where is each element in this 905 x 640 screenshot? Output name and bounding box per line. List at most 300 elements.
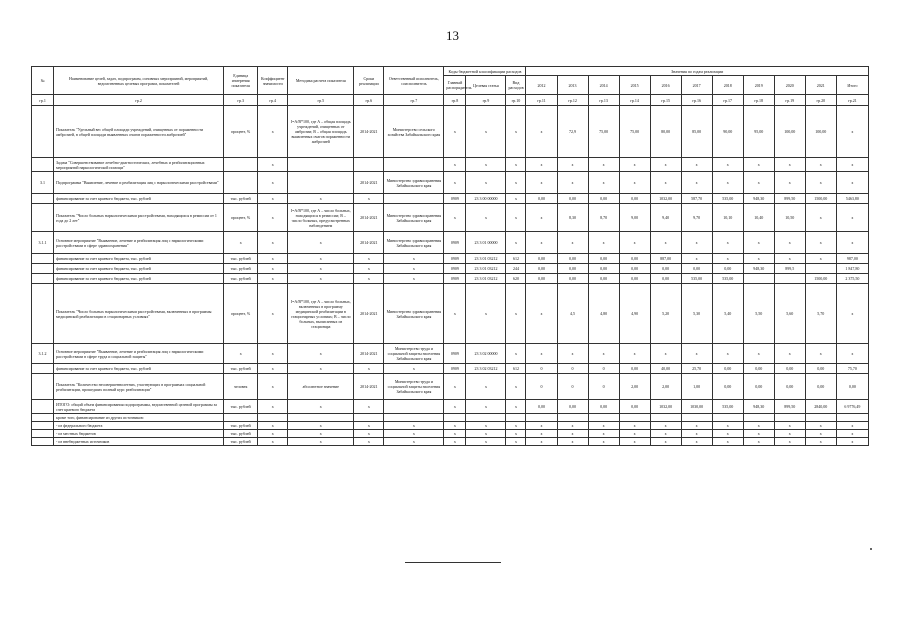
table-cell: х xyxy=(258,344,288,364)
table-cell: х xyxy=(526,158,557,172)
table-cell: х xyxy=(444,422,466,430)
table-cell: Министерство сельского хозяйства Забайкальского края xyxy=(384,106,444,158)
table-row xyxy=(32,172,869,194)
footer-rule xyxy=(405,562,501,563)
table-cell: 1032,00 xyxy=(650,194,681,204)
column-number-cell: гр.12 xyxy=(557,95,588,106)
table-cell: 948,30 xyxy=(743,194,774,204)
table-cell: х xyxy=(444,374,466,400)
table-row xyxy=(32,422,869,430)
table-cell: 9,40 xyxy=(650,204,681,232)
table-cell: х xyxy=(258,374,288,400)
column-number-cell: гр.7 xyxy=(384,95,444,106)
table-cell xyxy=(32,274,54,284)
table-cell: х xyxy=(506,422,526,430)
table-cell: тыс. рублей xyxy=(224,194,258,204)
table-cell xyxy=(32,364,54,374)
table-cell: 75,00 xyxy=(588,106,619,158)
table-cell: 0,00 xyxy=(836,374,868,400)
table-cell: 0,00 xyxy=(619,254,650,264)
table-cell xyxy=(384,194,444,204)
table-cell: х xyxy=(619,232,650,254)
table-cell: х xyxy=(288,422,354,430)
table-cell: х xyxy=(712,438,743,446)
table-cell: х xyxy=(258,422,288,430)
row-label-cell: Основное мероприятие "Выявление, лечение и реабилитация лиц с наркологическими расстройствами в сфере труда и социальной защиты" xyxy=(54,344,224,364)
table-cell xyxy=(506,414,526,422)
table-cell: абсолютное значение xyxy=(288,374,354,400)
row-label-cell: - из федерального бюджета xyxy=(54,422,224,430)
table-cell: 8,30 xyxy=(557,204,588,232)
table-cell: х xyxy=(466,106,506,158)
table-cell: 535,00 xyxy=(712,400,743,414)
table-cell: 0,00 xyxy=(526,194,557,204)
table-cell: 75,70 xyxy=(836,364,868,374)
table-cell: х xyxy=(681,430,712,438)
table-cell: х xyxy=(506,400,526,414)
table-cell: х xyxy=(650,438,681,446)
table-cell: х xyxy=(743,158,774,172)
table-cell xyxy=(384,158,444,172)
table-cell: х xyxy=(743,254,774,264)
table-cell: х xyxy=(836,284,868,344)
table-cell: х xyxy=(557,430,588,438)
table-cell: 0 xyxy=(526,374,557,400)
table-cell xyxy=(466,414,506,422)
column-number-cell: гр.6 xyxy=(354,95,384,106)
table-cell: Министерство труда и социальной защиты населения Забайкальского края xyxy=(384,374,444,400)
table-cell: х xyxy=(526,106,557,158)
row-label-cell: Показатель "Число больных наркологическими расстройствами, включенных в программы медицинской реабилитации в стационарных условиях" xyxy=(54,284,224,344)
header-coef: Коэффициент значимости xyxy=(258,67,288,95)
table-cell: процент, % xyxy=(224,106,258,158)
table-cell: х xyxy=(444,106,466,158)
table-cell: х xyxy=(444,204,466,232)
table-cell: х xyxy=(743,422,774,430)
table-cell: х xyxy=(743,172,774,194)
table-cell: х xyxy=(650,172,681,194)
row-label-cell: Задача "Совершенствование лечебно-диагностических, лечебных и реабилитационных мероприятий наркологической помощи" xyxy=(54,158,224,172)
column-number-cell: гр.11 xyxy=(526,95,557,106)
column-number-cell: гр.3 xyxy=(224,95,258,106)
table-cell: х xyxy=(805,438,836,446)
table-cell: х xyxy=(557,422,588,430)
table-cell xyxy=(444,414,466,422)
table-cell: х xyxy=(774,254,805,264)
table-cell: 899,50 xyxy=(774,400,805,414)
table-cell: 0909 xyxy=(444,254,466,264)
table-cell: 0909 xyxy=(444,194,466,204)
table-cell: тыс. рублей xyxy=(224,430,258,438)
table-cell: х xyxy=(712,172,743,194)
header-kbk-cs: Целевая статья xyxy=(466,76,506,95)
column-number-cell: гр.18 xyxy=(743,95,774,106)
table-cell: 0909 xyxy=(444,274,466,284)
table-cell: х xyxy=(557,172,588,194)
table-cell: х xyxy=(288,254,354,264)
table-cell: 535,00 xyxy=(712,194,743,204)
table-cell: I=A/B*100, где А – общая площадь учреждений, очищенных от амброзии; В – общая площадь выявленных очагов пораженности амброзией xyxy=(288,106,354,158)
table-cell: х xyxy=(836,438,868,446)
table-cell: х xyxy=(258,158,288,172)
table-cell xyxy=(32,254,54,264)
table-cell: 1500,00 xyxy=(805,194,836,204)
table-cell: 40,00 xyxy=(650,364,681,374)
column-number-cell: гр.16 xyxy=(681,95,712,106)
table-cell: х xyxy=(805,172,836,194)
table-cell: тыс. рублей xyxy=(224,254,258,264)
table-cell: х xyxy=(712,158,743,172)
header-executor: Ответственный исполнитель, соисполнитель xyxy=(384,67,444,95)
header-period: Сроки реализации xyxy=(354,67,384,95)
row-label-cell: финансирование за счет краевого бюджета, тыс. рублей xyxy=(54,254,224,264)
table-cell: х xyxy=(619,172,650,194)
header-name: Наименование целей, задач, подпрограмм, основных мероприятий, мероприятий, ведомственных целевых программ, показателей xyxy=(54,67,224,95)
table-cell xyxy=(258,414,288,422)
table-cell: 1 847,80 xyxy=(836,264,868,274)
table-cell: 244 xyxy=(506,264,526,274)
table-cell: х xyxy=(444,400,466,414)
table-cell: процент, % xyxy=(224,284,258,344)
table-cell xyxy=(32,284,54,344)
table-cell: 0 xyxy=(557,374,588,400)
table-row xyxy=(32,204,869,232)
table-cell: х xyxy=(681,422,712,430)
table-cell: 72,9 xyxy=(557,106,588,158)
table-cell: х xyxy=(444,430,466,438)
table-cell: х xyxy=(588,430,619,438)
table-cell: х xyxy=(506,430,526,438)
table-cell: х xyxy=(805,430,836,438)
table-row xyxy=(32,430,869,438)
table-cell: х xyxy=(836,172,868,194)
table-cell: 4,90 xyxy=(619,284,650,344)
table-cell: 2,00 xyxy=(619,374,650,400)
table-cell: х xyxy=(774,158,805,172)
row-label-cell: финансирование за счет краевого бюджета, тыс. рублей xyxy=(54,274,224,284)
table-cell xyxy=(32,438,54,446)
table-cell: х xyxy=(258,172,288,194)
table-cell xyxy=(32,264,54,274)
table-cell: х xyxy=(354,264,384,274)
table-row xyxy=(32,400,869,414)
table-cell: 0,00 xyxy=(712,374,743,400)
table-cell: х xyxy=(774,438,805,446)
table-cell: 0,00 xyxy=(619,264,650,274)
table-cell: х xyxy=(506,374,526,400)
table-cell: 0,00 xyxy=(681,264,712,274)
table-cell: х xyxy=(681,254,712,264)
table-cell: х xyxy=(444,158,466,172)
table-cell: 0,00 xyxy=(588,274,619,284)
table-row xyxy=(32,254,869,264)
table-cell: 0,00 xyxy=(774,374,805,400)
table-cell: 3.1 xyxy=(32,172,54,194)
table-cell xyxy=(384,400,444,414)
table-cell: х xyxy=(619,438,650,446)
table-cell: х xyxy=(588,232,619,254)
table-cell: х xyxy=(712,344,743,364)
table-cell: х xyxy=(805,254,836,264)
table-cell: х xyxy=(650,422,681,430)
table-cell: х xyxy=(384,274,444,284)
table-cell: х xyxy=(224,232,258,254)
table-cell: 0,00 xyxy=(557,194,588,204)
table-cell xyxy=(288,414,354,422)
table-cell: 0,00 xyxy=(774,364,805,374)
row-label-cell: Подпрограмма "Выявление, лечение и реабилитация лиц с наркологическими расстройствами" xyxy=(54,172,224,194)
table-cell: человек xyxy=(224,374,258,400)
row-label-cell: - из внебюджетных источников xyxy=(54,438,224,446)
table-cell: х xyxy=(650,158,681,172)
table-cell: х xyxy=(288,430,354,438)
column-number-cell: гр.1 xyxy=(32,95,54,106)
table-cell xyxy=(32,106,54,158)
table-cell: 0,00 xyxy=(588,400,619,414)
table-cell: х xyxy=(506,158,526,172)
row-label-cell: - из местных бюджетов xyxy=(54,430,224,438)
table-cell: х xyxy=(836,204,868,232)
table-cell: процент, % xyxy=(224,204,258,232)
table-cell: 2014-2021 xyxy=(354,106,384,158)
table-cell: х xyxy=(712,232,743,254)
table-cell: 0,00 xyxy=(743,374,774,400)
table-cell: х xyxy=(354,254,384,264)
table-cell: 5,60 xyxy=(774,284,805,344)
table-row xyxy=(32,158,869,172)
table-cell: 0909 xyxy=(444,364,466,374)
table-cell: 23 3 01 03212 xyxy=(466,264,506,274)
table-cell: х xyxy=(506,194,526,204)
table-cell: х xyxy=(466,284,506,344)
header-kbk-group: Коды бюджетной классификации расходов xyxy=(444,67,526,76)
table-cell xyxy=(526,414,557,422)
table-cell: 23 3 02 00000 xyxy=(466,344,506,364)
header-year: 2019 xyxy=(743,76,774,95)
table-cell: 0,00 xyxy=(619,194,650,204)
table-cell: х xyxy=(836,344,868,364)
table-cell: х xyxy=(288,438,354,446)
table-cell: х xyxy=(681,232,712,254)
table-cell: 0,00 xyxy=(588,264,619,274)
table-cell: 620 xyxy=(506,274,526,284)
table-cell: х xyxy=(506,284,526,344)
table-cell: тыс. рублей xyxy=(224,438,258,446)
table-cell: х xyxy=(384,264,444,274)
table-cell: х xyxy=(836,158,868,172)
table-cell: 0 xyxy=(557,364,588,374)
table-cell: 2840,00 xyxy=(805,400,836,414)
table-cell: 2014-2021 xyxy=(354,204,384,232)
header-year: 2015 xyxy=(619,76,650,95)
table-cell: х xyxy=(805,232,836,254)
column-number-cell: гр.13 xyxy=(588,95,619,106)
table-cell: х xyxy=(805,158,836,172)
table-cell: тыс. рублей xyxy=(224,364,258,374)
table-cell xyxy=(774,274,805,284)
table-cell: х xyxy=(258,430,288,438)
table-cell: х xyxy=(258,438,288,446)
table-cell: 1030,00 xyxy=(681,400,712,414)
header-year: 2018 xyxy=(712,76,743,95)
table-cell: тыс. рублей xyxy=(224,264,258,274)
table-cell: 2014-2021 xyxy=(354,284,384,344)
table-cell: 887,00 xyxy=(650,254,681,264)
table-cell: Министерство труда и социальной защиты населения Забайкальского края xyxy=(384,344,444,364)
table-cell: х xyxy=(526,172,557,194)
table-cell: х xyxy=(288,274,354,284)
table-cell xyxy=(557,414,588,422)
table-cell: х xyxy=(384,364,444,374)
table-cell: х xyxy=(258,364,288,374)
table-cell: х xyxy=(681,438,712,446)
table-cell xyxy=(743,414,774,422)
table-cell xyxy=(619,414,650,422)
table-cell: х xyxy=(526,284,557,344)
table-cell: 10,40 xyxy=(743,204,774,232)
table-cell: х xyxy=(506,106,526,158)
table-cell: 0,00 xyxy=(619,274,650,284)
table-cell: х xyxy=(258,274,288,284)
table-cell: х xyxy=(526,232,557,254)
table-cell: 0,00 xyxy=(526,400,557,414)
table-cell: х xyxy=(466,430,506,438)
row-label-cell: финансирование за счет краевого бюджета, тыс. рублей xyxy=(54,194,224,204)
table-cell: х xyxy=(258,264,288,274)
table-cell: 0,00 xyxy=(805,364,836,374)
table-cell: х xyxy=(354,400,384,414)
table-cell: тыс. рублей xyxy=(224,274,258,284)
table-cell: 0,00 xyxy=(557,254,588,264)
table-cell: 612 xyxy=(506,364,526,374)
table-cell: х xyxy=(619,344,650,364)
table-cell: 899,50 xyxy=(774,194,805,204)
table-cell: х xyxy=(588,438,619,446)
table-cell: 1500,00 xyxy=(805,274,836,284)
table-cell: х xyxy=(258,204,288,232)
table-cell: 948,30 xyxy=(743,400,774,414)
table-cell xyxy=(681,414,712,422)
table-cell: х xyxy=(743,344,774,364)
row-label-cell: Основное мероприятие "Выявление, лечение и реабилитация лиц с наркологическими расстройствами в сфере здравоохранения" xyxy=(54,232,224,254)
table-cell xyxy=(805,264,836,274)
table-cell: 95,00 xyxy=(743,106,774,158)
table-cell: х xyxy=(258,284,288,344)
table-cell: х xyxy=(836,106,868,158)
row-label-cell: ИТОГО: общий объем финансирования подпрограммы, ведомственной целевой программы за счет краевого бюджета xyxy=(54,400,224,414)
row-label-cell: финансирование за счет краевого бюджета, тыс. рублей xyxy=(54,364,224,374)
table-cell: х xyxy=(466,400,506,414)
table-row xyxy=(32,364,869,374)
table-cell xyxy=(712,414,743,422)
table-cell: х xyxy=(650,344,681,364)
table-row xyxy=(32,438,869,446)
table-cell: Министерство здравоохранения Забайкальского края xyxy=(384,204,444,232)
header-kbk-gr: Главный распорядитель xyxy=(444,76,466,95)
column-number-cell: гр.19 xyxy=(774,95,805,106)
header-method: Методика расчета показателя xyxy=(288,67,354,95)
table-cell: х xyxy=(506,438,526,446)
table-cell: 0909 xyxy=(444,344,466,364)
table-cell: х xyxy=(619,158,650,172)
table-row xyxy=(32,374,869,400)
table-cell: х xyxy=(354,430,384,438)
table-cell: 0,00 xyxy=(557,274,588,284)
table-cell: х xyxy=(384,438,444,446)
table-cell xyxy=(32,204,54,232)
table-cell: х xyxy=(526,204,557,232)
table-cell: х xyxy=(444,172,466,194)
column-number-cell: гр.10 xyxy=(506,95,526,106)
table-cell: 987,00 xyxy=(836,254,868,264)
table-cell xyxy=(774,414,805,422)
table-cell: 5,20 xyxy=(650,284,681,344)
table-cell xyxy=(354,414,384,422)
table-cell: 23 3 01 00000 xyxy=(466,232,506,254)
table-cell: х xyxy=(506,204,526,232)
table-cell: 0,00 xyxy=(557,400,588,414)
header-row-1 xyxy=(32,67,869,76)
table-cell: тыс. рублей xyxy=(224,422,258,430)
table-cell: 3.1.1 xyxy=(32,232,54,254)
table-cell xyxy=(32,422,54,430)
table-cell: х xyxy=(774,232,805,254)
table-cell: х xyxy=(526,430,557,438)
header-kbk-vr: Вид расходов xyxy=(506,76,526,95)
table-cell xyxy=(32,158,54,172)
table-cell: 0,00 xyxy=(526,274,557,284)
table-cell xyxy=(32,194,54,204)
page-number: 13 xyxy=(446,28,459,43)
header-year: 2016 xyxy=(650,76,681,95)
table-cell: 0,00 xyxy=(619,400,650,414)
table-cell: х xyxy=(288,264,354,274)
table-cell: 5463,80 xyxy=(836,194,868,204)
table-cell: 535,00 xyxy=(712,274,743,284)
row-label-cell: Показатель "Число больных наркологическими расстройствами, находящихся в ремиссии от 1 года до 2 лет" xyxy=(54,204,224,232)
table-cell xyxy=(224,172,258,194)
table-row xyxy=(32,344,869,364)
table-cell: х xyxy=(712,422,743,430)
table-cell: х xyxy=(836,422,868,430)
table-cell: х xyxy=(288,194,354,204)
table-cell: 75,00 xyxy=(619,106,650,158)
table-cell: 2014-2021 xyxy=(354,344,384,364)
table-row xyxy=(32,264,869,274)
header-values-group: Значения по годам реализации xyxy=(526,67,869,76)
table-cell: х xyxy=(258,400,288,414)
table-cell: 0,00 xyxy=(712,264,743,274)
table-cell: х xyxy=(258,232,288,254)
table-cell: х xyxy=(588,172,619,194)
column-number-cell: гр.8 xyxy=(444,95,466,106)
table-cell: х xyxy=(650,430,681,438)
table-cell: 0909 xyxy=(444,264,466,274)
row-label-cell: Показатель "Количество несовершеннолетних, участвующих в программах социальной реабилитации, прошедших полный курс реабилитации" xyxy=(54,374,224,400)
table-row xyxy=(32,232,869,254)
table-cell: х xyxy=(466,422,506,430)
table-cell: х xyxy=(619,422,650,430)
table-cell: х xyxy=(774,172,805,194)
column-number-cell: гр.4 xyxy=(258,95,288,106)
table-cell: 85,00 xyxy=(681,106,712,158)
table-cell: х xyxy=(384,430,444,438)
table-cell: х xyxy=(258,106,288,158)
row-label-cell: Показатель "Удельный вес общей площади учреждений, очищенных от пораженности амброзией, в общей площади выявленных очагов пораженности амброзией" xyxy=(54,106,224,158)
table-cell: х xyxy=(354,194,384,204)
table-cell: х xyxy=(466,204,506,232)
table-cell: х xyxy=(384,254,444,264)
